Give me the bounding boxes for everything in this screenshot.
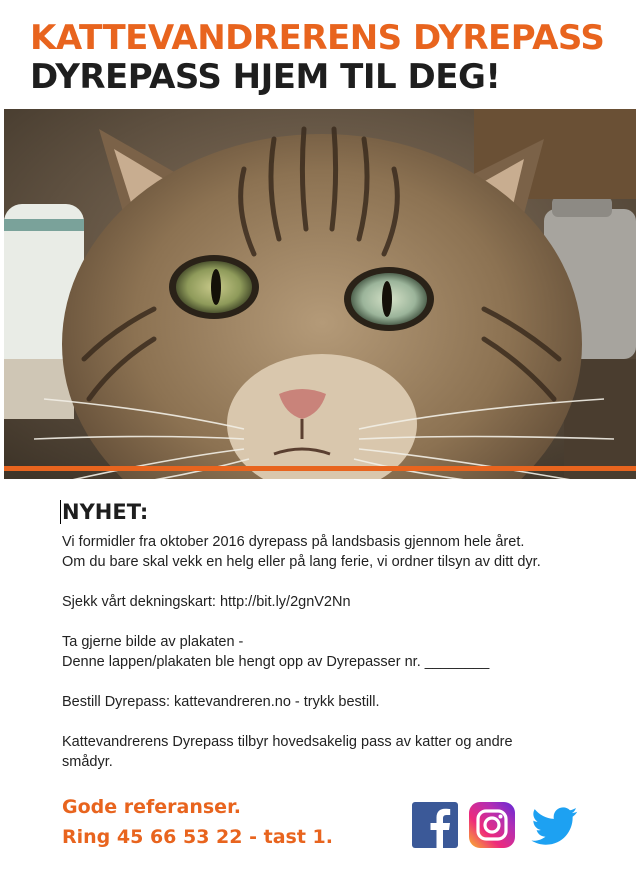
- twitter-icon[interactable]: [530, 802, 580, 848]
- paragraph-intro: Vi formidler fra oktober 2016 dyrepass på landsbasis gjennom hele året. Om du bare skal vekk en helg eller på lang ferie, vi ordner tilsyn av ditt dyr.: [62, 534, 541, 570]
- paragraph-coverage-map: Sjekk vårt dekningskart: http://bit.ly/2gnV2Nn: [62, 594, 351, 610]
- bottom-accent-bar: [4, 466, 636, 471]
- poster-subtitle: DYREPASS HJEM TIL DEG!: [30, 57, 501, 97]
- facebook-icon[interactable]: [412, 802, 458, 848]
- footer-phone: Ring 45 66 53 22 - tast 1.: [62, 826, 333, 848]
- cat-photo: [4, 109, 636, 479]
- footer-references: Gode referanser.: [62, 796, 241, 818]
- paragraph-poster-note: Ta gjerne bilde av plakaten - Denne lappen/plakaten ble hengt opp av Dyrepasser nr. ________: [62, 634, 490, 670]
- news-heading: NYHET:: [60, 500, 602, 524]
- poster-title: KATTEVANDRERENS DYREPASS: [30, 18, 605, 58]
- news-section: [62, 500, 602, 792]
- instagram-icon[interactable]: [469, 802, 515, 848]
- footer-contact: [62, 792, 333, 852]
- paragraph-services: Kattevandrerens Dyrepass tilbyr hovedsakelig pass av katter og andre smådyr.: [62, 734, 513, 770]
- paragraph-booking: Bestill Dyrepass: kattevandreren.no - trykk bestill.: [62, 694, 380, 710]
